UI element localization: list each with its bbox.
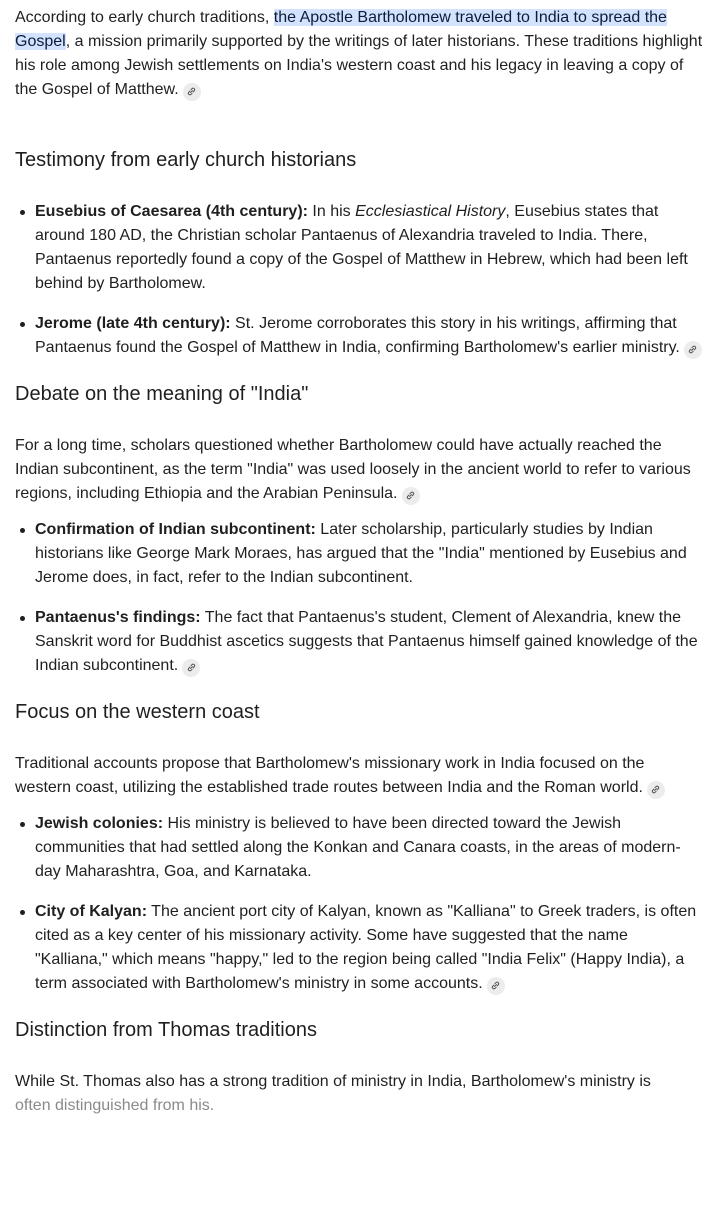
item-label: Eusebius of Caesarea (4th century): <box>35 203 308 220</box>
link-icon <box>186 662 197 673</box>
item-italic-title: Ecclesiastical History <box>355 203 506 220</box>
link-icon <box>405 490 416 501</box>
item-text: The fact that Pantaenus's student, Clement of Alexandria, knew the Sanskrit word for Buddhist ascetics suggests that Pantaenus himself gained knowledge of the Indian subcontinent. <box>35 609 698 674</box>
item-text: The ancient port city of Kalyan, known as "Kalliana" to Greek traders, is often cited as a key center of his missionary activity. Some have suggested that the name "Kalliana," which means "happy," led to the region being called "India Felix" (Happy India), a term associated with Bartholomew's ministry in some accounts. <box>35 903 697 992</box>
source-link-button[interactable] <box>647 781 665 799</box>
section-heading-thomas: Distinction from Thomas traditions <box>15 1019 317 1041</box>
source-link-button[interactable] <box>684 341 702 359</box>
item-label: Jewish colonies: <box>35 815 164 832</box>
source-link-button[interactable] <box>183 83 201 101</box>
item-label: Confirmation of Indian subcontinent: <box>35 521 316 538</box>
highlighted-text[interactable]: the Apostle Bartholomew traveled to India to spread the Gospel <box>15 9 667 50</box>
list-item <box>35 900 703 996</box>
item-text: St. Jerome corroborates this story in his writings, affirming that Pantaenus found the Gospel of Matthew in India, confirming Bartholomew's earlier ministry. <box>35 315 680 356</box>
item-text: His ministry is believed to have been directed toward the Jewish communities that had settled along the Konkan and Canara coasts, in the areas of modern-day Maharashtra, Goa, and Karnataka. <box>35 815 681 880</box>
list-item <box>35 606 703 678</box>
list-item <box>35 200 703 296</box>
link-icon <box>650 784 661 795</box>
section-heading-testimony: Testimony from early church historians <box>15 149 357 171</box>
paragraph-text: Traditional accounts propose that Bartholomew's missionary work in India focused on the western coast, utilizing the established trade routes between India and the Roman world. <box>15 755 645 796</box>
item-label: Pantaenus's findings: <box>35 609 201 626</box>
source-link-button[interactable] <box>182 659 200 677</box>
item-text: , Eusebius states that around 180 AD, the Christian scholar Pantaenus of Alexandria traveled to India. There, Pantaenus reportedly found a copy of the Gospel of Matthew in Hebrew, which had been left behind by Bartholomew. <box>35 203 688 292</box>
section-heading-debate: Debate on the meaning of "India" <box>15 383 309 405</box>
item-label: City of Kalyan: <box>35 903 148 920</box>
testimony-list <box>15 200 703 360</box>
debate-paragraph <box>15 434 703 506</box>
paragraph-text: While St. Thomas also has a strong tradition of ministry in India, Bartholomew's ministry is <box>15 1073 651 1090</box>
paragraph-text: For a long time, scholars questioned whether Bartholomew could have actually reached the Indian subcontinent, as the term "India" was used loosely in the ancient world to refer to various regions, including Ethiopia and the Arabian Peninsula. <box>15 437 691 502</box>
source-link-button[interactable] <box>402 487 420 505</box>
list-item <box>35 812 703 884</box>
debate-list <box>15 518 703 678</box>
paragraph-text-faded: often distinguished from his. <box>15 1097 215 1114</box>
item-text: Later scholarship, particularly studies by Indian historians like George Mark Moraes, has argued that the "India" mentioned by Eusebius and Jerome does, in fact, refer to the Indian subcontinent. <box>35 521 687 586</box>
link-icon <box>490 980 501 991</box>
item-text: In his <box>307 203 356 220</box>
thomas-paragraph <box>15 1070 703 1118</box>
item-label: Jerome (late 4th century): <box>35 315 231 332</box>
link-icon <box>186 86 197 97</box>
intro-text-before: According to early church traditions, <box>15 9 274 26</box>
list-item <box>35 518 703 590</box>
source-link-button[interactable] <box>487 977 505 995</box>
western-paragraph <box>15 752 703 800</box>
section-heading-western-coast: Focus on the western coast <box>15 701 260 723</box>
intro-text-after: , a mission primarily supported by the writings of later historians. These traditions highlight his role among Jewish settlements on India's western coast and his legacy in leaving a copy of the Gospel of Matthew. <box>15 33 703 98</box>
intro-paragraph <box>15 6 703 102</box>
western-list <box>15 812 703 996</box>
link-icon <box>687 344 698 355</box>
list-item <box>35 312 703 360</box>
